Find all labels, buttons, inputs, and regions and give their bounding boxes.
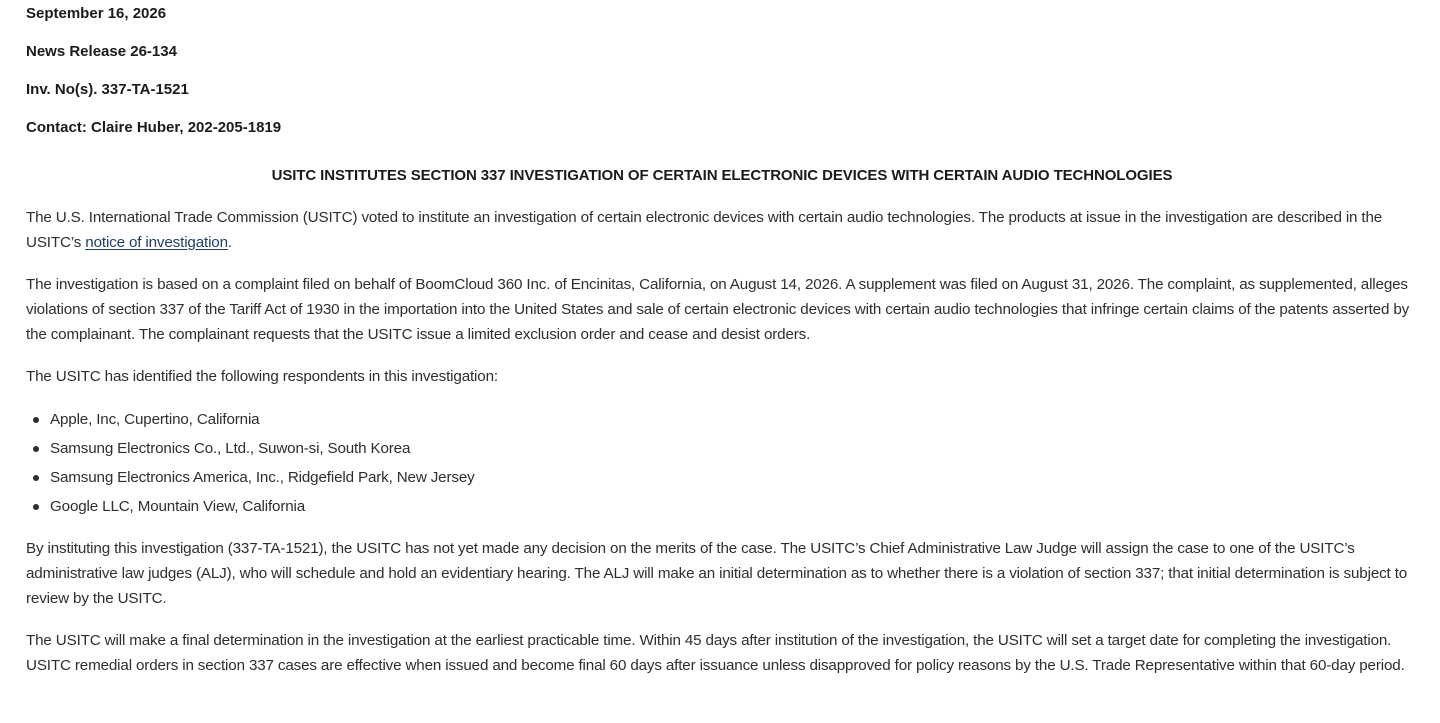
bullet-icon [33, 504, 39, 510]
investigation-number: Inv. No(s). 337-TA-1521 [26, 81, 189, 98]
list-item [50, 405, 475, 434]
bullet-icon [33, 417, 39, 423]
list-item [50, 434, 475, 463]
respondent-name: Google LLC, Mountain View, California [50, 498, 306, 515]
intro-text: The U.S. International Trade Commission (USITC) voted to institute an investigation of certain electronic devices with certain audio technologies. The products at issue in the investigation are described in the USITC’s [26, 209, 1383, 251]
release-date: September 16, 2026 [26, 5, 167, 22]
respondent-name: Samsung Electronics Co., Ltd., Suwon-si, South Korea [50, 440, 411, 457]
final-determination-paragraph: The USITC will make a final determination in the investigation at the earliest practicable time. Within 45 days after institution of the investigation, the USITC will set a target date for completing the investigation. USITC remedial orders in section 337 cases are effective when issued and become final 60 days after issuance unless disapproved for policy reasons by the U.S. Trade Representative within that 60-day period. [26, 632, 1405, 674]
bullet-icon [33, 446, 39, 452]
process-paragraph: By instituting this investigation (337-TA-1521), the USITC has not yet made any decision on the merits of the case. The USITC’s Chief Administrative Law Judge will assign the case to one of the USITC’s administrative law judges (ALJ), who will schedule and hold an evidentiary hearing. The ALJ will make an initial determination as to whether there is a violation of section 337; that initial determination is subject to review by the USITC. [26, 540, 1408, 607]
notice-of-investigation-link[interactable]: notice of investigation [85, 234, 228, 251]
release-number: News Release 26-134 [26, 43, 177, 60]
page-title: USITC INSTITUTES SECTION 337 INVESTIGATION OF CERTAIN ELECTRONIC DEVICES WITH CERTAIN AUDIO TECHNOLOGIES [271, 167, 1173, 184]
intro-paragraph [26, 205, 1420, 255]
contact-info: Contact: Claire Huber, 202-205-1819 [26, 119, 282, 136]
respondent-name: Apple, Inc, Cupertino, California [50, 411, 260, 428]
intro-end: . [227, 234, 232, 251]
respondent-name: Samsung Electronics America, Inc., Ridgefield Park, New Jersey [50, 469, 475, 486]
respondents-intro: The USITC has identified the following respondents in this investigation: [26, 368, 498, 385]
list-item [50, 492, 475, 521]
bullet-icon [33, 475, 39, 481]
complaint-paragraph: The investigation is based on a complaint filed on behalf of BoomCloud 360 Inc. of Encinitas, California, on August 14, 2026. A supplement was filed on August 31, 2026. The complaint, as supplemented, alleges violations of section 337 of the Tariff Act of 1930 in the importation into the United States and sale of certain electronic devices with certain audio technologies that infringe certain claims of the patents asserted by the complainant. The complainant requests that the USITC issue a limited exclusion order and cease and desist orders. [26, 276, 1410, 343]
list-item [50, 463, 475, 492]
respondents-list [26, 405, 475, 521]
